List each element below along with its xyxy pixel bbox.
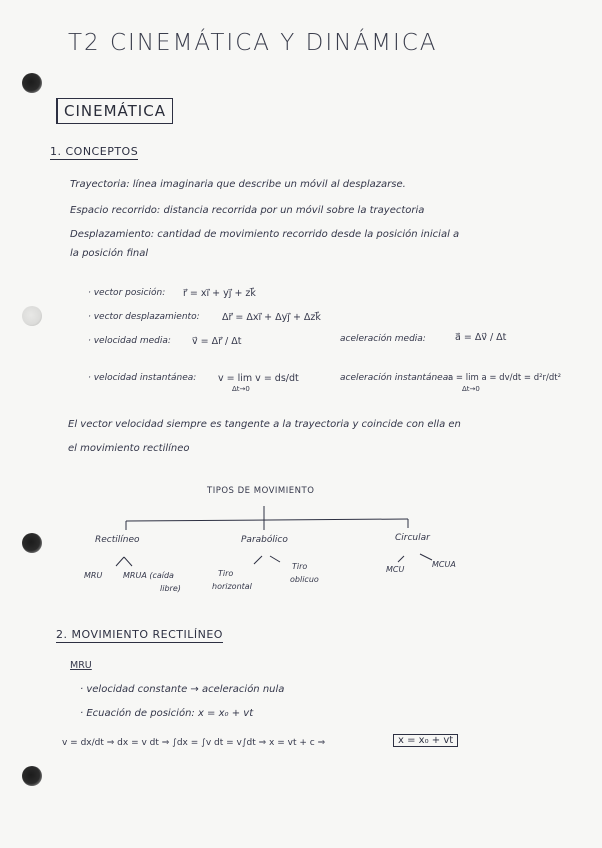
formula-vinst-limit: Δt→0 xyxy=(232,385,250,393)
note-line-1: El vector velocidad siempre es tangente a la trayectoria y coincide con ella en xyxy=(68,419,461,430)
tree-leaf-mcua: MCUA xyxy=(432,560,456,569)
subheading-conceptos: 1. CONCEPTOS xyxy=(50,145,139,158)
tree-leaf-tiro-h-cont: horizontal xyxy=(212,582,252,591)
page-title: T2 CINEMÁTICA Y DINÁMICA xyxy=(68,30,438,56)
tree-leaf-tiro-o-cont: oblicuo xyxy=(290,575,319,584)
formula-displacement: Δr⃗ = Δxi⃗ + Δyj⃗ + Δzk⃗ xyxy=(222,312,321,323)
tree-leaf-mru: MRU xyxy=(84,571,103,580)
tree-leaf-tiro-o: Tiro xyxy=(292,562,308,571)
formula-label-ainst: aceleración instantánea: xyxy=(340,373,452,383)
mru-bullet-equation: · Ecuación de posición: x = x₀ + vt xyxy=(80,708,254,719)
formula-ainst: a = lim a = dv/dt = d²r/dt² xyxy=(448,373,562,383)
formula-label-vinst: · velocidad instantánea: xyxy=(88,373,197,383)
mru-derivation: v = dx/dt ⇒ dx = v dt ⇒ ∫dx = ∫v dt = v∫dt ⇒ x = vt + c ⇒ xyxy=(62,738,326,748)
formula-label-position: · vector posición: xyxy=(88,288,166,298)
mru-result-boxed: x = x₀ + vt xyxy=(393,734,458,747)
tree-branch-parabolico: Parabólico xyxy=(241,535,288,545)
tree-branch-circular: Circular xyxy=(395,533,430,543)
formula-ainst-limit: Δt→0 xyxy=(462,385,480,393)
formula-amed: a⃗ = Δv⃗ / Δt xyxy=(455,332,507,343)
tree-leaf-tiro-h: Tiro xyxy=(218,569,234,578)
tree-branch-rectilineo: Rectilíneo xyxy=(95,535,140,545)
definition-desplazamiento: Desplazamiento: cantidad de movimiento recorrido desde la posición inicial a xyxy=(70,229,460,240)
definition-trayectoria: Trayectoria: línea imaginaria que describe un móvil al desplazarse. xyxy=(70,179,406,190)
definition-espacio: Espacio recorrido: distancia recorrida por un móvil sobre la trayectoria xyxy=(70,205,425,216)
tree-leaf-mrua: MRUA (caída xyxy=(123,571,174,580)
formula-label-amed: aceleración media: xyxy=(340,334,426,344)
subheading-movimiento-rectilineo: 2. MOVIMIENTO RECTILÍNEO xyxy=(56,628,223,641)
formula-position: r⃗ = xi⃗ + yj⃗ + zk⃗ xyxy=(183,288,256,299)
formula-vmed: v⃗ = Δr⃗ / Δt xyxy=(192,336,242,347)
formula-vinst: v = lim v = ds/dt xyxy=(218,373,299,384)
definition-desplazamiento-cont: la posición final xyxy=(70,248,149,259)
note-line-2: el movimiento rectilíneo xyxy=(68,443,190,454)
tree-root: TIPOS DE MOVIMIENTO xyxy=(207,486,315,496)
tree-leaf-mrua-cont: libre) xyxy=(160,584,181,593)
section-heading-cinematica: CINEMÁTICA xyxy=(56,98,173,124)
tree-leaf-mcu: MCU xyxy=(386,565,405,574)
subheading-mru: MRU xyxy=(70,660,92,671)
mru-bullet-velocity: · velocidad constante → aceleración nula xyxy=(80,684,285,695)
formula-label-vmed: · velocidad media: xyxy=(88,336,171,346)
formula-label-displacement: · vector desplazamiento: xyxy=(88,312,200,322)
